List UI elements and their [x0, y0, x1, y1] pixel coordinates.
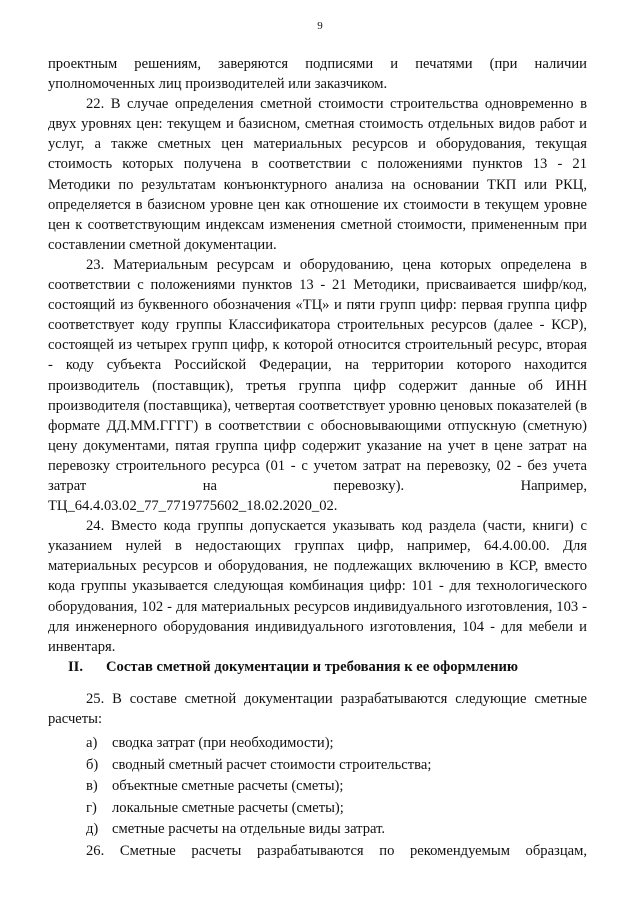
- list-item-text: сводный сметный расчет стоимости строительства;: [112, 756, 432, 773]
- paragraph-continuation: проектным решениям, заверяются подписями и печатями (при наличии уполномоченных лиц производителей или заказчиком.: [48, 56, 587, 93]
- list-item: [48, 733, 587, 753]
- list-item-mark: д): [86, 821, 99, 838]
- estimate-list: [48, 733, 587, 839]
- list-item: [48, 755, 587, 775]
- list-item-text: объектные сметные расчеты (сметы);: [112, 778, 344, 795]
- list-item: [48, 798, 587, 818]
- paragraph-26: 26. Сметные расчеты разрабатываются по рекомендуемым образцам,: [86, 843, 587, 860]
- list-item-text: локальные сметные расчеты (сметы);: [112, 799, 344, 816]
- list-item: [48, 819, 587, 839]
- page-body: [48, 54, 587, 861]
- section-number: II.: [68, 658, 84, 675]
- paragraph-22: 22. В случае определения сметной стоимости строительства одновременно в двух уровнях цен: текущем и базисном, сметная стоимость отдельных видов работ и услуг, а также сметных цен материальных ресурсов и оборудования, текущая стоимость которых получена в соответствии с положениями пунктов 13 - 21 Методики по результатам конъюнктурного анализа на основании ТКП или РКЦ, определяется в базисном уровне цен как отношение их стоимости в текущем уровне цен к соответствующим индексам изменения сметной стоимости, примененным при составлении сметной документации.: [48, 96, 587, 253]
- section-title: Состав сметной документации и требования к ее оформлению: [106, 658, 519, 675]
- list-item-mark: б): [86, 756, 99, 773]
- list-item-text: сводка затрат (при необходимости);: [112, 735, 334, 752]
- list-item-mark: г): [86, 799, 97, 816]
- section-heading: [48, 657, 587, 677]
- paragraph-23-code-example: ТЦ_64.4.03.02_77_7719775602_18.02.2020_02.: [48, 498, 338, 515]
- list-item-mark: в): [86, 778, 98, 795]
- list-item-mark: а): [86, 735, 98, 752]
- paragraph-25: 25. В составе сметной документации разрабатываются следующие сметные расчеты:: [48, 690, 587, 727]
- list-item: [48, 776, 587, 796]
- list-item-text: сметные расчеты на отдельные виды затрат.: [112, 821, 386, 838]
- paragraph-23: 23. Материальным ресурсам и оборудованию, цена которых определена в соответствии с положениями пунктов 13 - 21 Методики, присваивается шифр/код, состоящий из буквенного обозначения «ТЦ» и пяти групп цифр: первая группа цифр соответствует коду группы Классификатора строительных ресурсов (далее - КСР), состоящей из четырех групп цифр, к которой относится строительный ресурс, вторая - коду субъекта Российской Федерации, на территории которого находится производитель (поставщик), третья группа цифр содержит данные об ИНН производителя (поставщика), четвертая соответствует уровню ценовых показателей (в формате ДД.ММ.ГГГГ) в соответствии с обосновывающими отпускную (сметную) цену документами, пятая группа цифр содержит указание на учет в цене затрат на перевозку строительного ресурса (01 - с учетом затрат на перевозку, 02 - без учета затрат на перевозку). Например,: [48, 256, 587, 494]
- page-number: 9: [317, 20, 323, 32]
- paragraph-24: 24. Вместо кода группы допускается указывать код раздела (части, книги) с указанием нулей в недостающих группах цифр, например, 64.4.00.00. Для материальных ресурсов и оборудования, не подлежащих включению в КСР, вместо кода группы указывается следующая комбинация цифр: 101 - для технологического оборудования, 102 - для материальных ресурсов индивидуального изготовления, 103 - для инженерного оборудования индивидуального изготовления, 104 - для мебели и инвентаря.: [48, 518, 587, 655]
